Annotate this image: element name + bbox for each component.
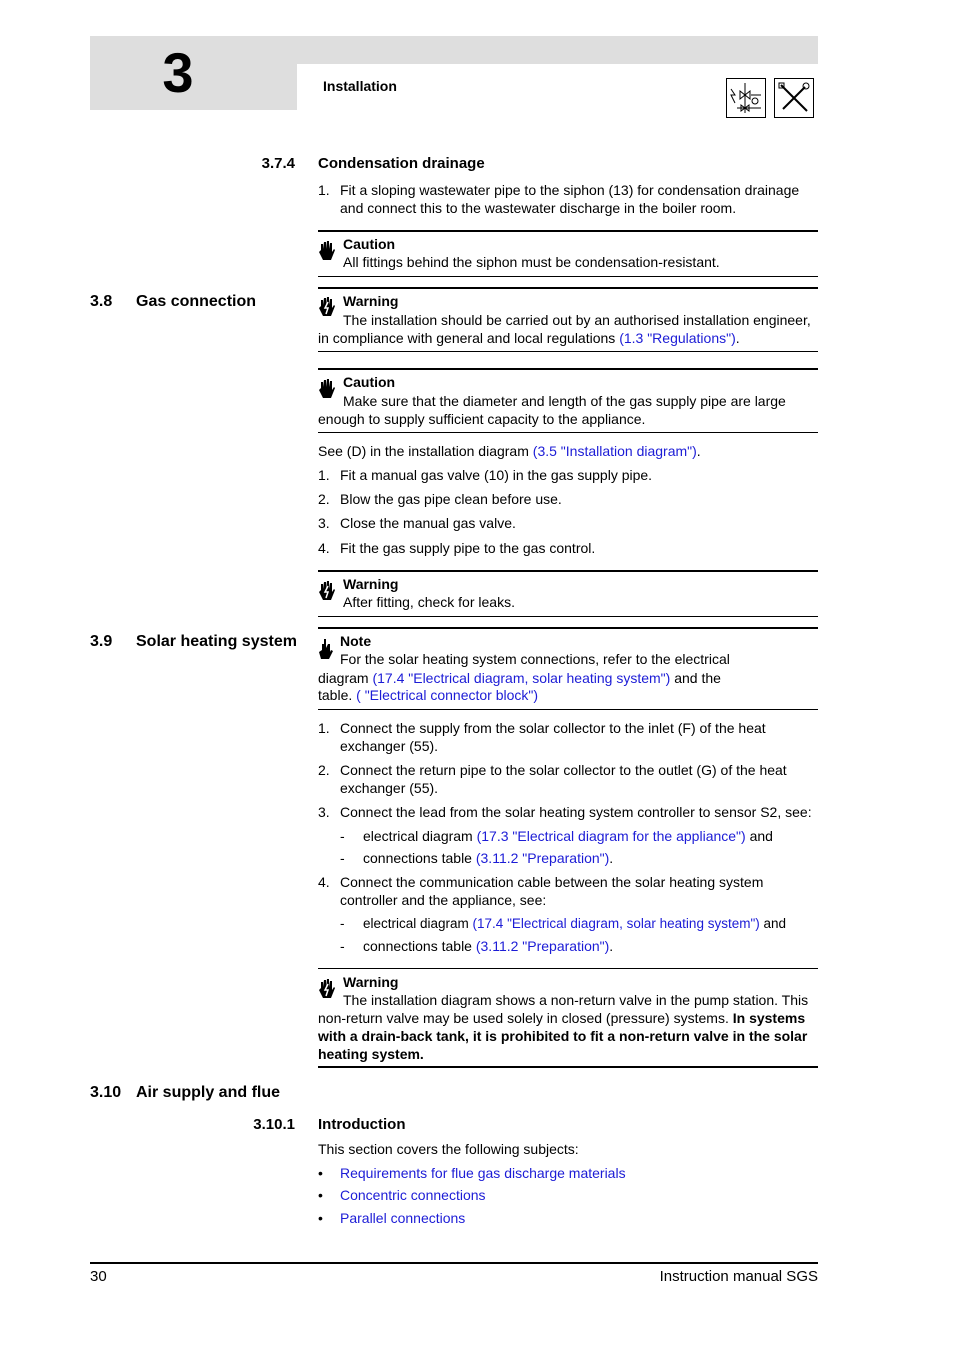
note-text: For the solar heating system connections, refer to the electrical	[340, 651, 730, 667]
caution-label: Caution	[343, 374, 396, 390]
page-number: 30	[90, 1268, 107, 1285]
divider	[318, 968, 818, 969]
installation-symbol-icon	[726, 78, 766, 118]
divider	[318, 709, 818, 710]
section-heading: Introduction	[318, 1116, 406, 1133]
list-item: 2. Connect the return pipe to the solar collector to the outlet (G) of the heat exchanger (55).	[318, 762, 787, 796]
section-heading: Condensation drainage	[318, 155, 485, 172]
link[interactable]: (17.4 "Electrical diagram, solar heating system")	[372, 670, 671, 686]
link[interactable]: (1.3 "Regulations")	[619, 330, 736, 346]
note-label: Note	[340, 633, 372, 649]
warning-label: Warning	[343, 576, 399, 592]
sub-list-item: - connections table (3.11.2 "Preparation").	[340, 938, 614, 954]
warning-text: The installation diagram shows a non-return valve in the pump station. This non-return valve may be used solely in closed (pressure) systems. In systems with a drain-back tank, it is prohibited to fit a non-return valve in the solar heating system.	[318, 992, 809, 1062]
list-item: 2. Blow the gas pipe clean before use.	[318, 491, 562, 507]
section-number: 3.10	[90, 1084, 122, 1101]
section-heading: Gas connection	[136, 293, 257, 310]
link[interactable]: Requirements for flue gas discharge materials	[340, 1165, 626, 1181]
section-heading: Solar heating system	[136, 633, 297, 650]
list-item: 3. Connect the lead from the solar heating system controller to sensor S2, see:	[318, 804, 812, 820]
link[interactable]: (3.5 "Installation diagram")	[532, 443, 697, 459]
tools-icon	[774, 78, 814, 118]
link[interactable]: (3.11.2 "Preparation")	[475, 938, 610, 954]
step-number: 1.	[318, 182, 330, 198]
sub-list-item: - connections table (3.11.2 "Preparation").	[340, 850, 614, 866]
list-item: • Requirements for flue gas discharge materials	[318, 1164, 818, 1182]
link[interactable]: Parallel connections	[340, 1210, 466, 1226]
divider	[318, 368, 818, 370]
sub-list-item: - electrical diagram (17.3 "Electrical diagram for the appliance") and	[340, 828, 773, 844]
list-item: 4. Connect the communication cable between the solar heating system controller and the appliance, see:	[318, 874, 764, 908]
warning-text: After fitting, check for leaks.	[343, 594, 515, 610]
sub-list-item: - electrical diagram (17.4 "Electrical diagram, solar heating system") and	[340, 916, 787, 931]
list-item: 3. Close the manual gas valve.	[318, 515, 516, 531]
caution-label: Caution	[343, 236, 396, 252]
warning-hand-icon	[318, 580, 338, 602]
list-item: 4. Fit the gas supply pipe to the gas control.	[318, 540, 596, 556]
divider	[318, 570, 818, 572]
caution-text: Make sure that the diameter and length of the gas supply pipe are large enough to supply sufficient capacity to the appliance.	[318, 393, 786, 427]
section-number: 3.10.1	[253, 1116, 295, 1133]
warning-label: Warning	[343, 293, 399, 309]
paragraph: This section covers the following subjects:	[318, 1141, 579, 1157]
divider	[318, 276, 818, 277]
link[interactable]: (3.11.2 "Preparation")	[475, 850, 610, 866]
manual-title: Instruction manual SGS	[659, 1268, 818, 1285]
link[interactable]: Concentric connections	[340, 1187, 486, 1203]
list-item: 1. Fit a manual gas valve (10) in the gas supply pipe.	[318, 467, 653, 483]
footer-divider	[90, 1262, 818, 1264]
divider	[318, 616, 818, 617]
divider	[318, 351, 818, 352]
note-text: table. ( "Electrical connector block")	[318, 687, 539, 703]
divider	[318, 230, 818, 232]
divider	[318, 287, 818, 289]
divider	[318, 627, 818, 629]
caution-text: All fittings behind the siphon must be condensation-resistant.	[343, 254, 720, 270]
divider	[318, 1066, 818, 1068]
paragraph: See (D) in the installation diagram (3.5 "Installation diagram").	[318, 443, 701, 459]
chapter-number: 3	[162, 41, 194, 104]
list-item	[318, 181, 818, 217]
warning-text: The installation should be carried out by an authorised installation engineer, in compliance with general and local regulations (1.3 "Regulations").	[318, 312, 811, 346]
caution-hand-icon	[318, 240, 336, 262]
link[interactable]: (17.3 "Electrical diagram for the appliance")	[476, 828, 746, 844]
list-item: • Concentric connections	[318, 1186, 818, 1204]
section-number: 3.7.4	[261, 155, 295, 172]
warning-label: Warning	[343, 974, 399, 990]
section-heading: Air supply and flue	[136, 1084, 281, 1101]
list-item: • Parallel connections	[318, 1209, 818, 1227]
section-number: 3.8	[90, 293, 113, 310]
link[interactable]: ( "Electrical connector block")	[356, 687, 539, 703]
note-hand-icon	[318, 638, 334, 660]
list-item: 1. Connect the supply from the solar collector to the inlet (F) of the heat exchanger (55).	[318, 720, 766, 754]
header-bar	[297, 36, 818, 64]
link[interactable]: (17.4 "Electrical diagram, solar heating system")	[472, 916, 760, 931]
section-number: 3.9	[90, 633, 113, 650]
note-text: diagram (17.4 "Electrical diagram, solar heating system") and the	[318, 670, 721, 686]
divider	[318, 432, 818, 433]
step-text: Fit a sloping wastewater pipe to the siphon (13) for condensation drainage and connect this to the wastewater discharge in the boiler room.	[340, 182, 800, 216]
section-title: Installation	[323, 78, 397, 94]
